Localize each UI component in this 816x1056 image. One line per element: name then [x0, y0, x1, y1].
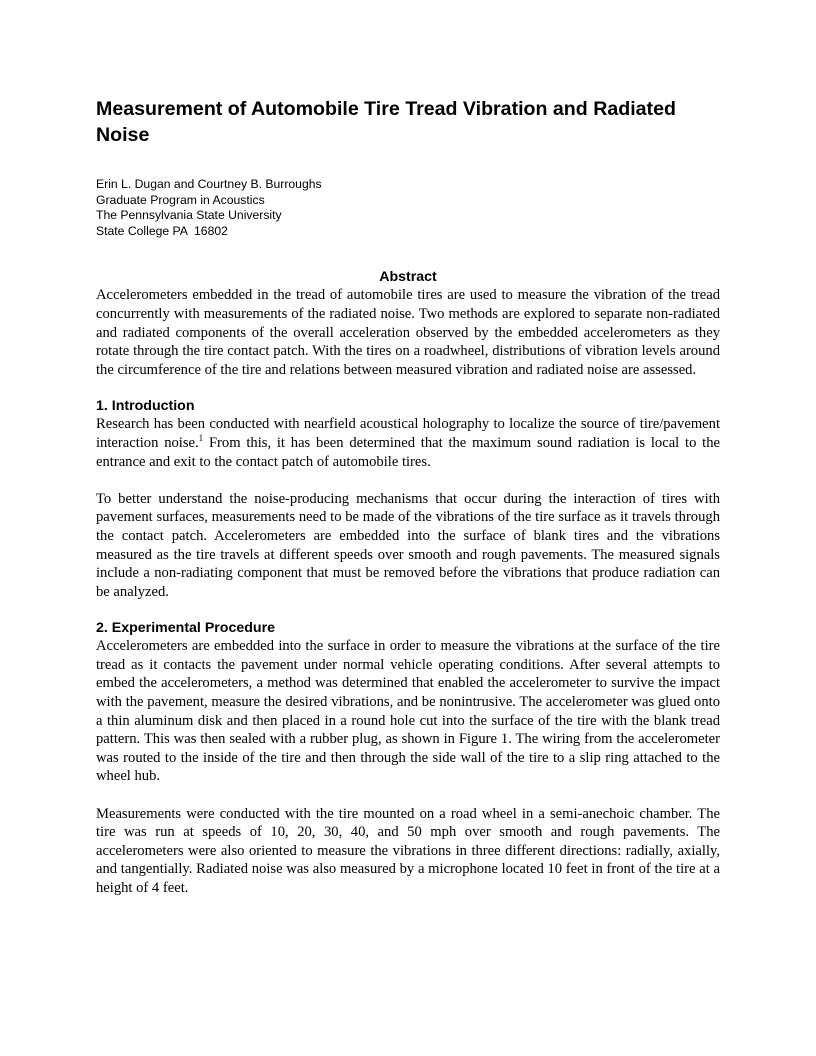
author-names: Erin L. Dugan and Courtney B. Burroughs	[96, 177, 322, 191]
paper-page	[96, 96, 720, 898]
author-block	[96, 177, 720, 239]
citation-superscript: 1	[198, 432, 204, 443]
introduction-paragraph-1	[96, 415, 720, 471]
procedure-paragraph-1: Accelerometers are embedded into the surface in order to measure the vibrations at the surface of the tire tread as it contacts the pavement under normal vehicle operating conditions. After several attempts to embed the accelerometers, a method was determined that enabled the accelerometer to survive the impact with the pavement, measure the desired vibrations, and be nonintrusive. The accelerometer was glued onto a thin aluminum disk and then placed in a round hole cut into the surface of the tire with the blank tread pattern. This was then sealed with a rubber plug, as shown in Figure 1. The wiring from the accelerometer was routed to the inside of the tire and then through the side wall of the tire to a slip ring attached to the wheel hub.	[96, 638, 720, 785]
author-program: Graduate Program in Acoustics	[96, 192, 265, 207]
introduction-heading: 1. Introduction	[96, 398, 195, 415]
introduction-text-before-ref: Research has been conducted with nearfield acoustical holography to localize the source of tire/pavement interaction noise.	[96, 416, 720, 451]
abstract-text: Accelerometers embedded in the tread of automobile tires are used to measure the vibration of the tread concurrently with measurements of the radiated noise. Two methods are explored to separate non-radiated and radiated components of the overall acceleration observed by the embedded accelerometers as they rotate through the tire contact patch. With the tires on a roadwheel, distributions of vibration levels around the circumference of the tire and relations between measured vibration and radiated noise are assessed.	[96, 287, 720, 378]
author-university: The Pennsylvania State University	[96, 208, 282, 223]
paper-title: Measurement of Automobile Tire Tread Vibration and Radiated Noise	[96, 98, 676, 146]
author-address: State College PA 16802	[96, 223, 228, 238]
procedure-paragraph-2: Measurements were conducted with the tire mounted on a road wheel in a semi-anechoic chamber. The tire was run at speeds of 10, 20, 30, 40, and 50 mph over smooth and rough pavements. The accelerometers were also oriented to measure the vibrations in three different directions: radially, axially, and tangentially. Radiated noise was also measured by a microphone located 10 feet in front of the tire at a height of 4 feet.	[96, 805, 720, 896]
introduction-text-after-ref: From this, it has been determined that the maximum sound radiation is local to the entrance and exit to the contact patch of automobile tires.	[96, 434, 720, 470]
procedure-heading: 2. Experimental Procedure	[96, 620, 275, 637]
abstract-heading: Abstract	[379, 269, 437, 286]
introduction-paragraph-2: To better understand the noise-producing mechanisms that occur during the interaction of tires with pavement surfaces, measurements need to be made of the vibrations of the tire surface as it travels through the contact patch. Accelerometers are embedded into the surface of blank tires and the vibrations measured as the tire travels at different speeds over smooth and rough pavements. The measured signals include a non-radiating component that must be removed before the vibrations that produce radiation can be analyzed.	[96, 490, 720, 600]
